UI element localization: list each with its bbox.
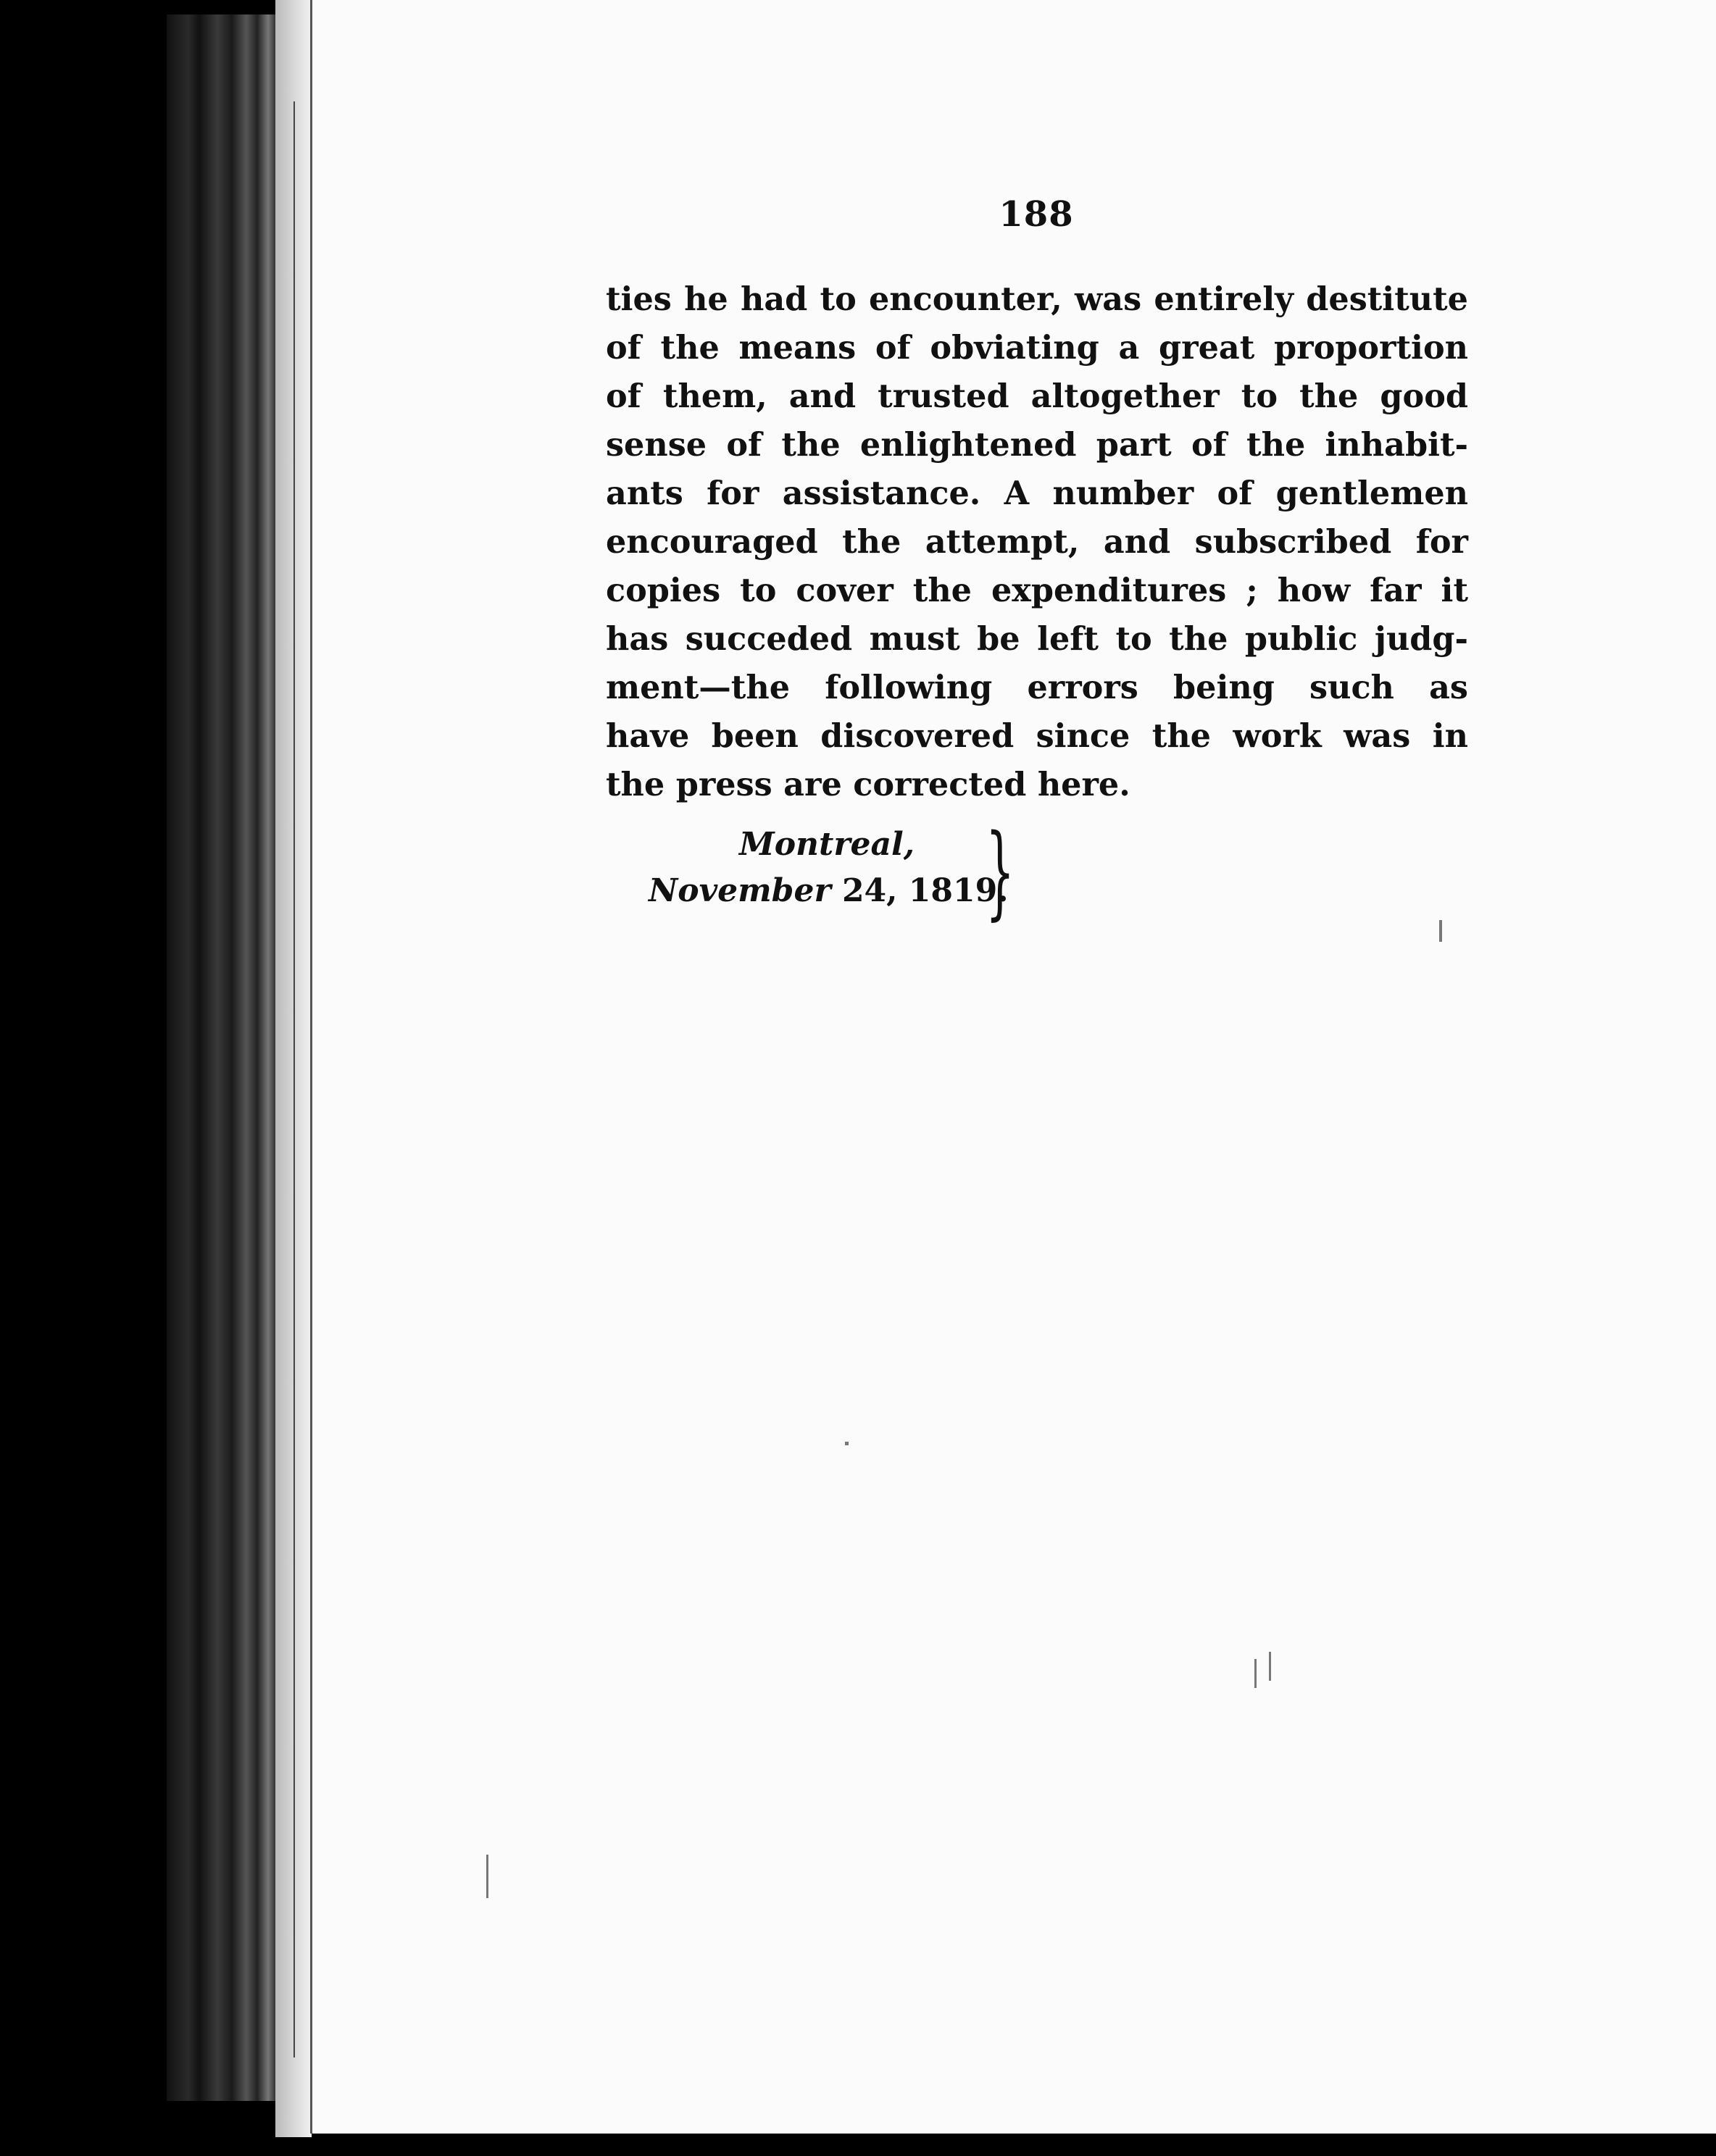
scan-speck: [486, 1855, 488, 1898]
page-edge-line: [293, 101, 295, 2057]
signature-day-year: 24, 1819.: [830, 872, 1009, 909]
body-paragraph: [606, 275, 1468, 809]
text-line: the press are corrected here.: [606, 766, 1130, 803]
page-number: 188: [999, 194, 1074, 235]
text-line: copies to cover the expenditures ; how far it: [606, 572, 1468, 609]
text-line: have been discovered since the work was in: [606, 717, 1468, 755]
text-line: of them, and trusted altogether to the good: [606, 377, 1468, 415]
text-line: has succeded must be left to the public judg-: [606, 620, 1468, 658]
text-line: encouraged the attempt, and subscribed for: [606, 523, 1468, 561]
text-line: of the means of obviating a great proportion: [606, 329, 1468, 367]
signature-place: Montreal,: [739, 826, 915, 863]
text-line: sense of the enlightened part of the inhabit-: [606, 426, 1468, 464]
closing-brace: }: [986, 813, 1015, 931]
text-line: ment—the following errors being such as: [606, 669, 1468, 706]
text-line: ants for assistance. A number of gentlemen: [606, 475, 1468, 512]
text-line: ties he had to encounter, was entirely destitute: [606, 280, 1468, 318]
scan-speck: [1439, 920, 1442, 942]
scan-speck: [1254, 1659, 1257, 1688]
scan-speck: [845, 1442, 849, 1445]
scan-speck: [1269, 1652, 1271, 1681]
signature-month: November: [649, 872, 831, 909]
signature-date: [649, 872, 1009, 909]
place-date-signature: [638, 813, 1029, 931]
